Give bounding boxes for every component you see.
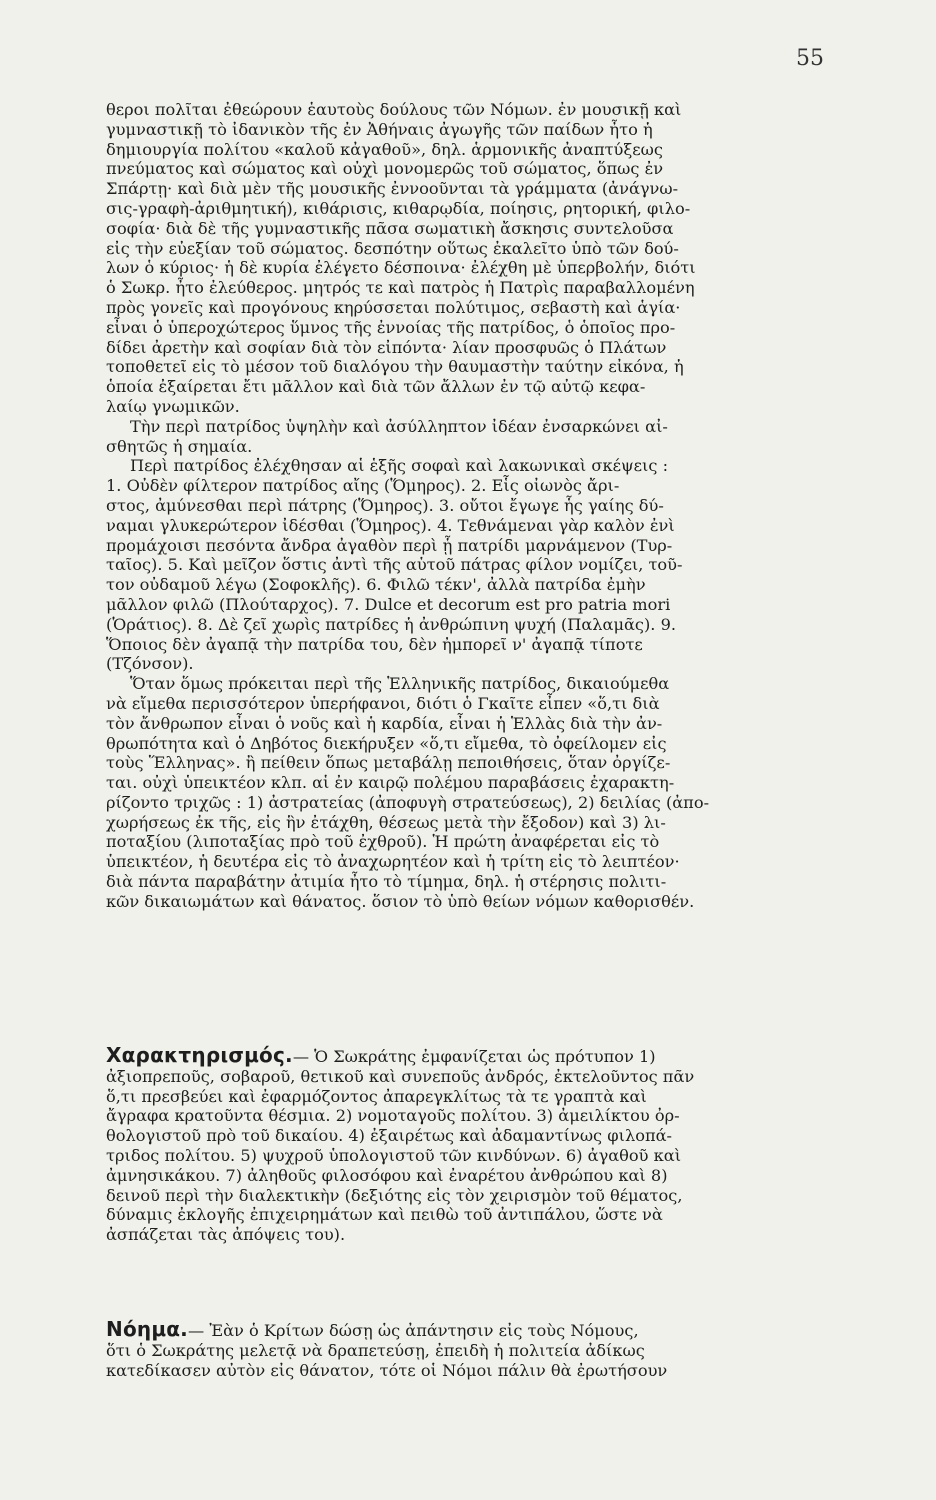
- characterization-text: — Ὁ Σωκράτης ἐμφανίζεται ὡς πρότυπον 1) ἀξιοπρεποῦς, σοβαροῦ, θετικοῦ καὶ συνεποῦς ἀνδρός, ἐκτελοῦντος πᾶν ὅ,τι πρεσβεύει καὶ ἐφαρμόζοντος ἀπαρεγκλίτως τὰ τε γραπτὰ καὶ ἄγραφα κρατοῦντα θέσμια. 2) νομοταγοῦς πολίτου. 3) ἀμειλίκτου ὀρ- θολογιστοῦ πρὸ τοῦ δικαίου. 4) ἐξαιρέτως καὶ ἀδαμαντίνως φιλοπά- τριδος πολίτου. 5) ψυχροῦ ὑπολογιστοῦ τῶν κινδύνων. 6) ἀγαθοῦ καὶ ἀμνησικάκου. 7) ἀληθοῦς φιλοσόφου καὶ ἐναρέτου ἀνθρώπου καὶ 8) δεινοῦ περὶ τὴν διαλεκτικὴν (δεξιότης εἰς τὸν χειρισμὸν τοῦ θέματος, δύναμις ἐκλογῆς ἐπιχειρημάτων καὶ πειθὼ τοῦ ἀντιπάλου, ὥστε νὰ ἀσπάζεται τὰς ἀπόψεις του).: [106, 1047, 695, 1245]
- commentary-paragraph-flag: Τὴν περὶ πατρίδος ὑψηλὴν καὶ ἀσύλληπτον ἰδέαν ἐνσαρκώνει αἰ- σθητῶς ἡ σημαία.: [106, 416, 668, 456]
- commentary-paragraph-greek-homeland: Ὅταν ὅμως πρόκειται περὶ τῆς Ἑλληνικῆς πατρίδος, δικαιούμεθα νὰ εἴμεθα περισσότερον ὑπερήφανοι, διότι ὁ Γκαῖτε εἶπεν «ὅ,τι διὰ τὸν ἄνθρωπον εἶναι ὁ νοῦς καὶ ἡ καρδία, εἶναι ἡ Ἑλλὰς διὰ τὴν ἀν- θρωπότητα καὶ ὁ Δηβότος διεκήρυξεν «ὅ,τι εἴμεθα, τὸ ὀφείλομεν εἰς τοὺς Ἕλληνας». ἢ πείθειν ὅπως μεταβάλῃ πεποιθήσεις, ὅταν ὀργίζε- ται. οὐχὶ ὑπεικτέον κλπ. αἱ ἐν καιρῷ πολέμου παραβάσεις ἐχαρακτη- ρίζοντο τριχῶς : 1) ἀστρατείας (ἀποφυγὴ στρατεύσεως), 2) δειλίας (ἀπο- χωρήσεως ἐκ τῆς, εἰς ἣν ἐτάχθη, θέσεως μετὰ τὴν ἔξοδον) καὶ 3) λι- ποταξίου (λιποταξίας πρὸ τοῦ ἐχθροῦ). Ἡ πρώτη ἀναφέρεται εἰς τὸ ὑπεικτέον, ἡ δευτέρα εἰς τὸ ἀναχωρητέον καὶ ἡ τρίτη εἰς τὸ λειπτέον· διὰ πάντα παραβάτην ἀτιμία ἦτο τὸ τίμημα, δηλ. ἡ στέρησις πολιτι- κῶν δικαιωμάτων καὶ θάνατος. ὅσιον τὸ ὑπὸ θείων νόμων καθορισθέν.: [106, 674, 710, 911]
- commentary-paragraph-quotes: Περὶ πατρίδος ἐλέχθησαν αἱ ἑξῆς σοφαὶ καὶ λακωνικαὶ σκέψεις : 1. Οὐδὲν φίλτερον πατρίδος αἴης (Ὅμηρος). 2. Εἷς οἰωνὸς ἄρι- στος, ἀμύνεσθαι περὶ πάτρης (Ὅμηρος). 3. οὔτοι ἔγωγε ἧς γαίης δύ- ναμαι γλυκερώτερον ἰδέσθαι (Ὅμηρος). 4. Τεθνάμεναι γὰρ καλὸν ἐνὶ προμάχοισι πεσόντα ἄνδρα ἀγαθὸν περὶ ᾗ πατρίδι μαρνάμενον (Τυρ- ταῖος). 5. Καὶ μεῖζον ὅστις ἀντὶ τῆς αὑτοῦ πάτρας φίλον νομίζει, τοῦ- τον οὐδαμοῦ λέγω (Σοφοκλῆς). 6. Φιλῶ τέκν', ἀλλὰ πατρίδα ἐμὴν μᾶλλον φιλῶ (Πλούταρχος). 7. Dulce et decorum est pro patria mori (Ὁράτιος). 8. Δὲ ζεῖ χωρὶς πατρίδες ἡ ἀνθρώπινη ψυχή (Παλαμᾶς). 9. Ὅποιος δὲν ἀγαπᾷ τὴν πατρίδα του, δὲν ἠμπορεῖ ν' ἀγαπᾷ τίποτε (Τζόνσον).: [106, 456, 683, 674]
- page-number: 55: [796, 46, 824, 71]
- commentary-paragraph-notes: θεροι πολῖται ἐθεώρουν ἑαυτοὺς δούλους τῶν Νόμων. ἐν μουσικῇ καὶ γυμναστικῇ τὸ ἰδανικὸν τῆς ἐν Ἀθήναις ἀγωγῆς τῶν παίδων ἦτο ἡ δημιουργία πολίτου «καλοῦ κἀγαθοῦ», δηλ. ἁρμονικῆς ἀναπτύξεως πνεύματος καὶ σώματος καὶ οὐχὶ μονομερῶς τοῦ σώματος, ὅπως ἐν Σπάρτῃ· καὶ διὰ μὲν τῆς μουσικῆς ἐννοοῦνται τὰ γράμματα (ἀνάγνω- σις-γραφὴ-ἀριθμητική), κιθάρισις, κιθαρῳδία, ποίησις, ρητορική, φιλο- σοφία· διὰ δὲ τῆς γυμναστικῆς πᾶσα σωματικὴ ἄσκησις συντελοῦσα εἰς τὴν εὐεξίαν τοῦ σώματος. δεσπότην οὕτως ἐκαλεῖτο ὑπὸ τῶν δού- λων ὁ κύριος· ἡ δὲ κυρία ἐλέγετο δέσποινα· ἐλέχθη μὲ ὑπερβολήν, διότι ὁ Σωκρ. ἦτο ἐλεύθερος. μητρός τε καὶ πατρὸς ἡ Πατρὶς παραβαλλομένη πρὸς γονεῖς καὶ προγόνους κηρύσσεται πολύτιμος, σεβαστὴ καὶ ἁγία· εἶναι ὁ ὑπεροχώτερος ὕμνος τῆς ἐννοίας τῆς πατρίδος, ὁ ὁποῖος προ- δίδει ἀρετὴν καὶ σοφίαν διὰ τὸν εἰπόντα· λίαν προσφυῶς ὁ Πλάτων τοποθετεῖ εἰς τὸ μέσον τοῦ διαλόγου τὴν θαυμαστὴν ταύτην εἰκόνα, ἡ ὁποία ἐξαίρεται ἔτι μᾶλλον καὶ διὰ τῶν ἄλλων ἐν τῷ αὐτῷ κεφα- λαίῳ γνωμικῶν.: [106, 100, 696, 416]
- noema-heading: Νόημα.: [106, 1317, 188, 1341]
- noema-text: — Ἐὰν ὁ Κρίτων δώσῃ ὡς ἀπάντησιν εἰς τοὺς Νόμους, ὅτι ὁ Σωκράτης μελετᾷ νὰ δραπετεύσῃ, ἐπειδὴ ἡ πολιτεία ἀδίκως κατεδίκασεν αὐτὸν εἰς θάνατον, τότε οἱ Νόμοι πάλιν θὰ ἐρωτήσουν: [106, 1321, 668, 1380]
- characterization-heading: Χαρακτηρισμός.: [106, 1043, 293, 1067]
- noema-section: [106, 1317, 841, 1380]
- commentary-body: [106, 100, 841, 912]
- characterization-section: [106, 1043, 841, 1245]
